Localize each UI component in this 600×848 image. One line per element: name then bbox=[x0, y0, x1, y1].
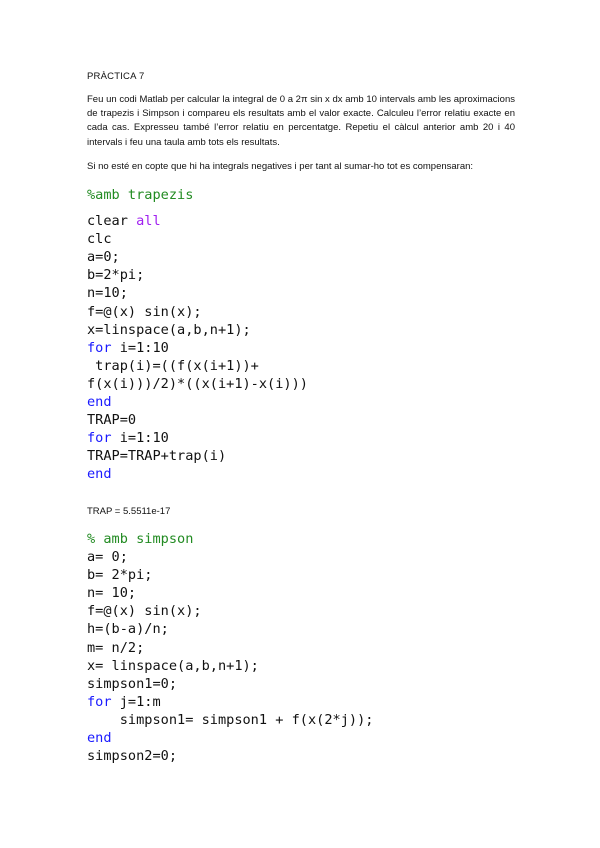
code-line: b= 2*pi; bbox=[87, 567, 153, 584]
code-line: clc bbox=[87, 231, 112, 248]
code-keyword-end: end bbox=[87, 730, 112, 747]
exercise-statement: Feu un codi Matlab per calcular la integral de 0 a 2π sin x dx amb 10 intervals amb les aproximacions de trapezis i Simpson i compareu els resultats amb el valor exacte. Calculeu l’error relatiu exacte en cada cas. Expresseu també l’error relatiu en percentatge. Repetiu el càlcul anterior amb 20 i 40 intervals i feu una taula amb tots els resultats. bbox=[87, 94, 515, 148]
code-line-for bbox=[87, 339, 308, 357]
trapezoid-code-block bbox=[87, 186, 308, 484]
code-keyword-for: for bbox=[87, 693, 112, 710]
code-line: TRAP=0 bbox=[87, 412, 137, 429]
code-line: m= n/2; bbox=[87, 639, 145, 656]
code-clear-cmd: clear bbox=[87, 213, 128, 230]
code-comment-trapezis: %amb trapezis bbox=[87, 187, 194, 203]
code-keyword-end: end bbox=[87, 466, 112, 483]
code-line: simpson1= simpson1 + f(x(2*j)); bbox=[87, 711, 374, 728]
code-line: simpson1=0; bbox=[87, 675, 178, 692]
code-comment-simpson: % amb simpson bbox=[87, 531, 194, 547]
code-line: a=0; bbox=[87, 249, 120, 266]
note-paragraph: Si no esté en copte que hi ha integrals negatives i per tant al sumar-ho tot es compensaran: bbox=[87, 161, 474, 172]
code-for-range: i=1:10 bbox=[111, 339, 169, 356]
code-line: x=linspace(a,b,n+1); bbox=[87, 321, 251, 338]
code-line: b=2*pi; bbox=[87, 267, 145, 284]
code-for-range: i=1:10 bbox=[111, 430, 169, 447]
code-line: f(x(i)))/2)*((x(i+1)-x(i))) bbox=[87, 375, 308, 392]
code-clear-arg: all bbox=[136, 213, 161, 230]
code-line: TRAP=TRAP+trap(i) bbox=[87, 448, 227, 465]
code-line: n= 10; bbox=[87, 585, 137, 602]
code-line: simpson2=0; bbox=[87, 748, 178, 765]
code-line: a= 0; bbox=[87, 549, 128, 566]
code-line-clear bbox=[87, 212, 308, 230]
simpson-code-block bbox=[87, 530, 373, 765]
code-keyword-for: for bbox=[87, 339, 112, 356]
code-keyword-for: for bbox=[87, 430, 112, 447]
code-line: n=10; bbox=[87, 285, 128, 302]
practice-heading: PRÀCTICA 7 bbox=[87, 71, 145, 82]
code-line: f=@(x) sin(x); bbox=[87, 303, 202, 320]
code-line: h=(b-a)/n; bbox=[87, 621, 169, 638]
code-line: trap(i)=((f(x(i+1))+ bbox=[87, 357, 259, 374]
code-keyword-end: end bbox=[87, 394, 112, 411]
code-line: f=@(x) sin(x); bbox=[87, 603, 202, 620]
code-line-for bbox=[87, 693, 373, 711]
code-line-for bbox=[87, 429, 308, 447]
code-for-range: j=1:m bbox=[111, 693, 161, 710]
code-line: x= linspace(a,b,n+1); bbox=[87, 657, 259, 674]
trap-result: TRAP = 5.5511e-17 bbox=[87, 506, 171, 517]
